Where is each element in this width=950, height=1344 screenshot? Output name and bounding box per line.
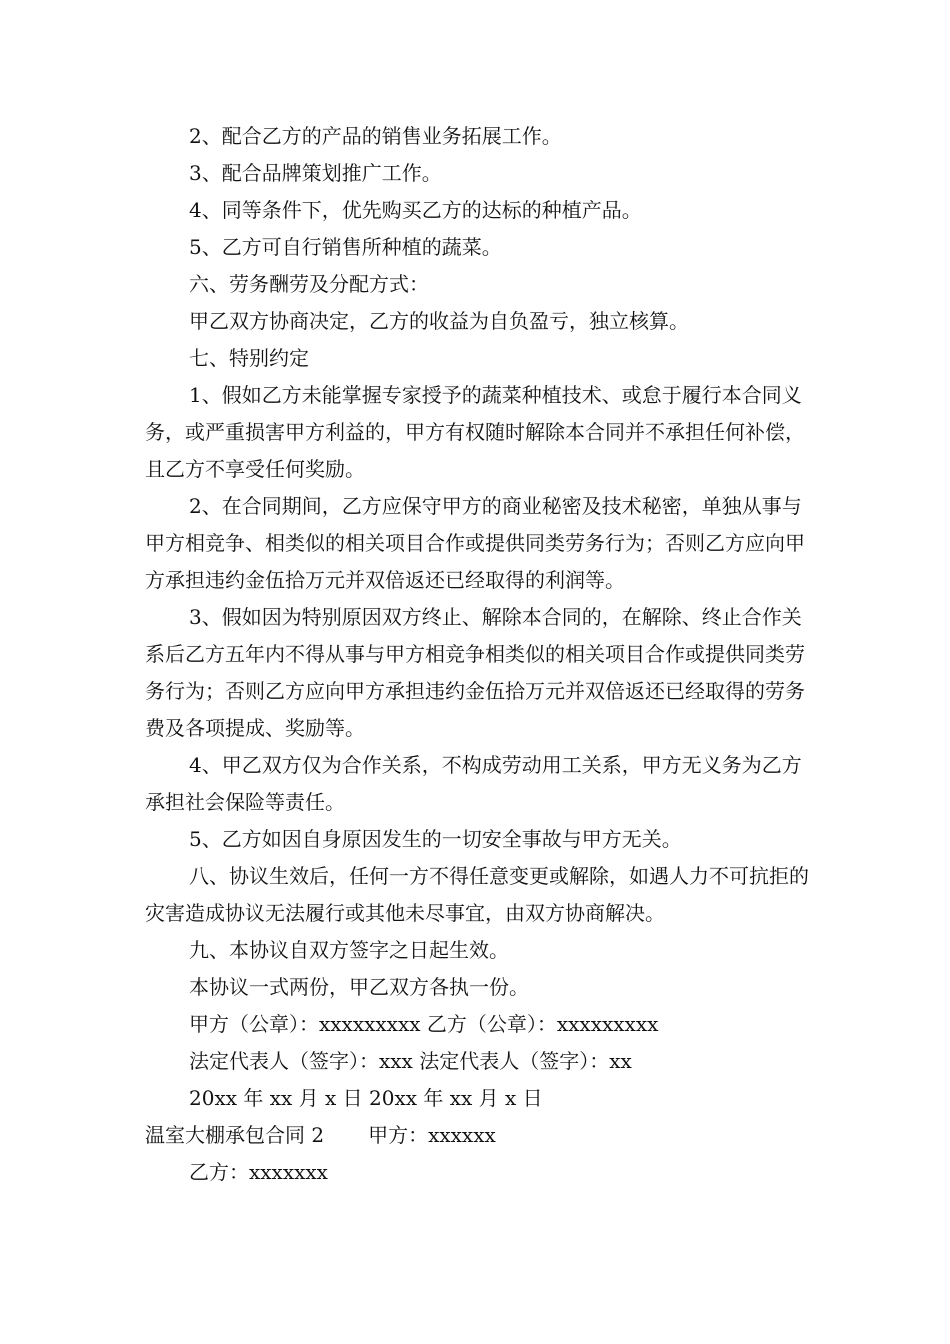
- clause-paragraph: 八、协议生效后，任何一方不得任意变更或解除，如遇人力不可抗拒的灾害造成协议无法履行或其他未尽事宜，由双方协商解决。: [145, 864, 809, 925]
- clause-paragraph: 5、乙方如因自身原因发生的一切安全事故与甲方无关。: [189, 827, 682, 851]
- clause-paragraph: 2、在合同期间，乙方应保守甲方的商业秘密及技术秘密，单独从事与甲方相竞争、相类似的相关项目合作或提供同类劳务行为；否则乙方应向甲方承担违约金伍拾万元并双倍返还已经取得的利润等。: [145, 494, 805, 592]
- text-line: 3、配合品牌策划推广工作。: [189, 161, 442, 185]
- text-line: 2、配合乙方的产品的销售业务拓展工作。: [189, 124, 562, 148]
- party-a-label: 甲方：xxxxxx: [368, 1123, 496, 1147]
- signature-line: 甲方（公章）：xxxxxxxxx 乙方（公章）：xxxxxxxxx: [189, 1012, 659, 1036]
- section-title-line: [145, 1117, 815, 1154]
- text-line: 本协议一式两份，甲乙双方各执一份。: [189, 975, 529, 999]
- party-b-line: 乙方：xxxxxxx: [189, 1160, 328, 1184]
- document-content: [145, 118, 815, 1191]
- text-line: 甲乙双方协商决定，乙方的收益为自负盈亏，独立核算。: [189, 309, 689, 333]
- clause-paragraph: 3、假如因为特别原因双方终止、解除本合同的，在解除、终止合作关系后乙方五年内不得从事与甲方相竞争相类似的相关项目合作或提供同类劳务行为；否则乙方应向甲方承担违约金伍拾万元并双倍返还已经取得的劳务费及各项提成、奖励等。: [145, 605, 805, 740]
- text-line: 九、本协议自双方签字之日起生效。: [189, 938, 509, 962]
- text-line: 5、乙方可自行销售所种植的蔬菜。: [189, 235, 502, 259]
- section-heading: 六、劳务酬劳及分配方式：: [189, 272, 429, 296]
- text-line: 4、同等条件下，优先购买乙方的达标的种植产品。: [189, 198, 642, 222]
- clause-paragraph: 1、假如乙方未能掌握专家授予的蔬菜种植技术、或怠于履行本合同义务，或严重损害甲方利益的，甲方有权随时解除本合同并不承担任何补偿，且乙方不享受任何奖励。: [145, 383, 805, 481]
- section-heading: 七、特别约定: [189, 346, 309, 370]
- contract-title: 温室大棚承包合同 2: [145, 1123, 325, 1147]
- signature-line: 法定代表人（签字）：xxx 法定代表人（签字）：xx: [189, 1049, 632, 1073]
- clause-paragraph: 4、甲乙双方仅为合作关系，不构成劳动用工关系，甲方无义务为乙方承担社会保险等责任。: [145, 753, 802, 814]
- date-line: 20xx 年 xx 月 x 日 20xx 年 xx 月 x 日: [189, 1086, 543, 1110]
